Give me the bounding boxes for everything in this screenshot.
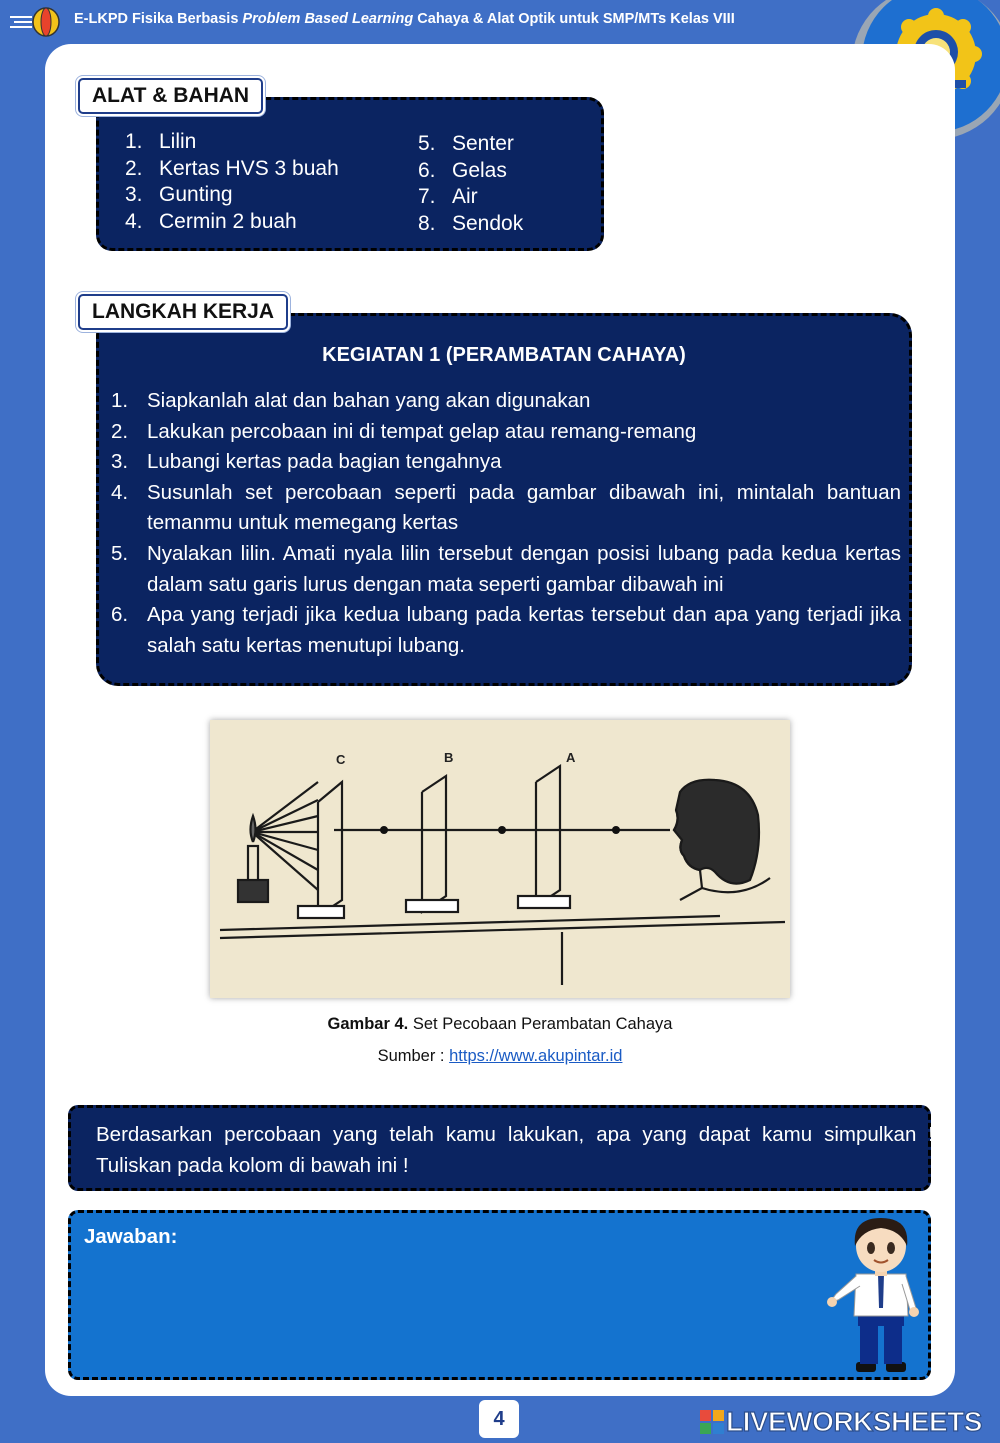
alat-bahan-title: ALAT & BAHAN (78, 78, 263, 114)
step-item: 3. Lubangi kertas pada bagian tengahnya (111, 450, 502, 474)
step-item: 2. Lakukan percobaan ini di tempat gelap atau remang-remang (111, 419, 697, 443)
list-item: 6. Gelas (418, 158, 507, 182)
langkah-kerja-title: LANGKAH KERJA (78, 294, 288, 330)
page-number: 4 (479, 1400, 519, 1438)
list-item: 1. Lilin (125, 130, 197, 153)
source-link[interactable]: https://www.akupintar.id (449, 1047, 623, 1065)
answer-box[interactable] (68, 1210, 931, 1380)
list-item: 8. Sendok (418, 211, 524, 235)
liveworksheets-logo-icon (700, 1410, 724, 1434)
step-item: 4. Susunlah set percobaan seperti pada gambar dibawah ini, mintalah bantuan temanmu untuk memegang kertas (111, 480, 901, 535)
speed-ball-icon (10, 6, 70, 38)
kegiatan-title: KEGIATAN 1 (PERAMBATAN CAHAYA) (322, 344, 686, 366)
list-item: 4. Cermin 2 buah (125, 209, 297, 233)
question-text: Berdasarkan percobaan yang telah kamu lakukan, apa yang dapat kamu simpulkan ! Tuliskan pada kolom di bawah ini ! (96, 1123, 934, 1177)
steps-list (111, 386, 901, 661)
list-item: 2. Kertas HVS 3 buah (125, 156, 339, 180)
alat-bahan-list-right (418, 131, 523, 237)
question-box (68, 1105, 934, 1191)
step-item: 5. Nyalakan lilin. Amati nyala lilin tersebut dengan posisi lubang pada kedua kertas dalam satu garis lurus dengan mata seperti gambar dibawah ini (111, 541, 901, 596)
figure-source: Sumber : https://www.akupintar.id (377, 1047, 623, 1065)
figure-label-a: A (566, 750, 576, 765)
alat-bahan-list-left (125, 129, 339, 235)
alat-bahan-box (96, 97, 604, 251)
list-item: 5. Senter (418, 132, 514, 155)
answer-label: Jawaban: (84, 1225, 178, 1248)
header-title: E-LKPD Fisika Berbasis Problem Based Learning Cahaya & Alat Optik untuk SMP/MTs Kelas VIII (74, 11, 735, 27)
student-character-icon (826, 1212, 936, 1374)
step-item: 1. Siapkanlah alat dan bahan yang akan digunakan (111, 389, 591, 412)
experiment-illustration (210, 720, 790, 998)
list-item: 3. Gunting (125, 183, 233, 206)
figure-caption: Gambar 4. Set Pecobaan Perambatan Cahaya (327, 1015, 673, 1033)
langkah-kerja-box (96, 313, 912, 686)
figure-label-c: C (336, 752, 346, 767)
figure-label-b: B (444, 750, 454, 765)
step-item: 6. Apa yang terjadi jika kedua lubang pada kertas tersebut dan apa yang terjadi jika salah satu kertas menutupi lubang. (111, 603, 901, 657)
experiment-figure (210, 720, 790, 998)
watermark-text: LIVEWORKSHEETS (726, 1406, 982, 1437)
header-bar (0, 0, 1000, 42)
list-item: 7. Air (418, 185, 478, 208)
